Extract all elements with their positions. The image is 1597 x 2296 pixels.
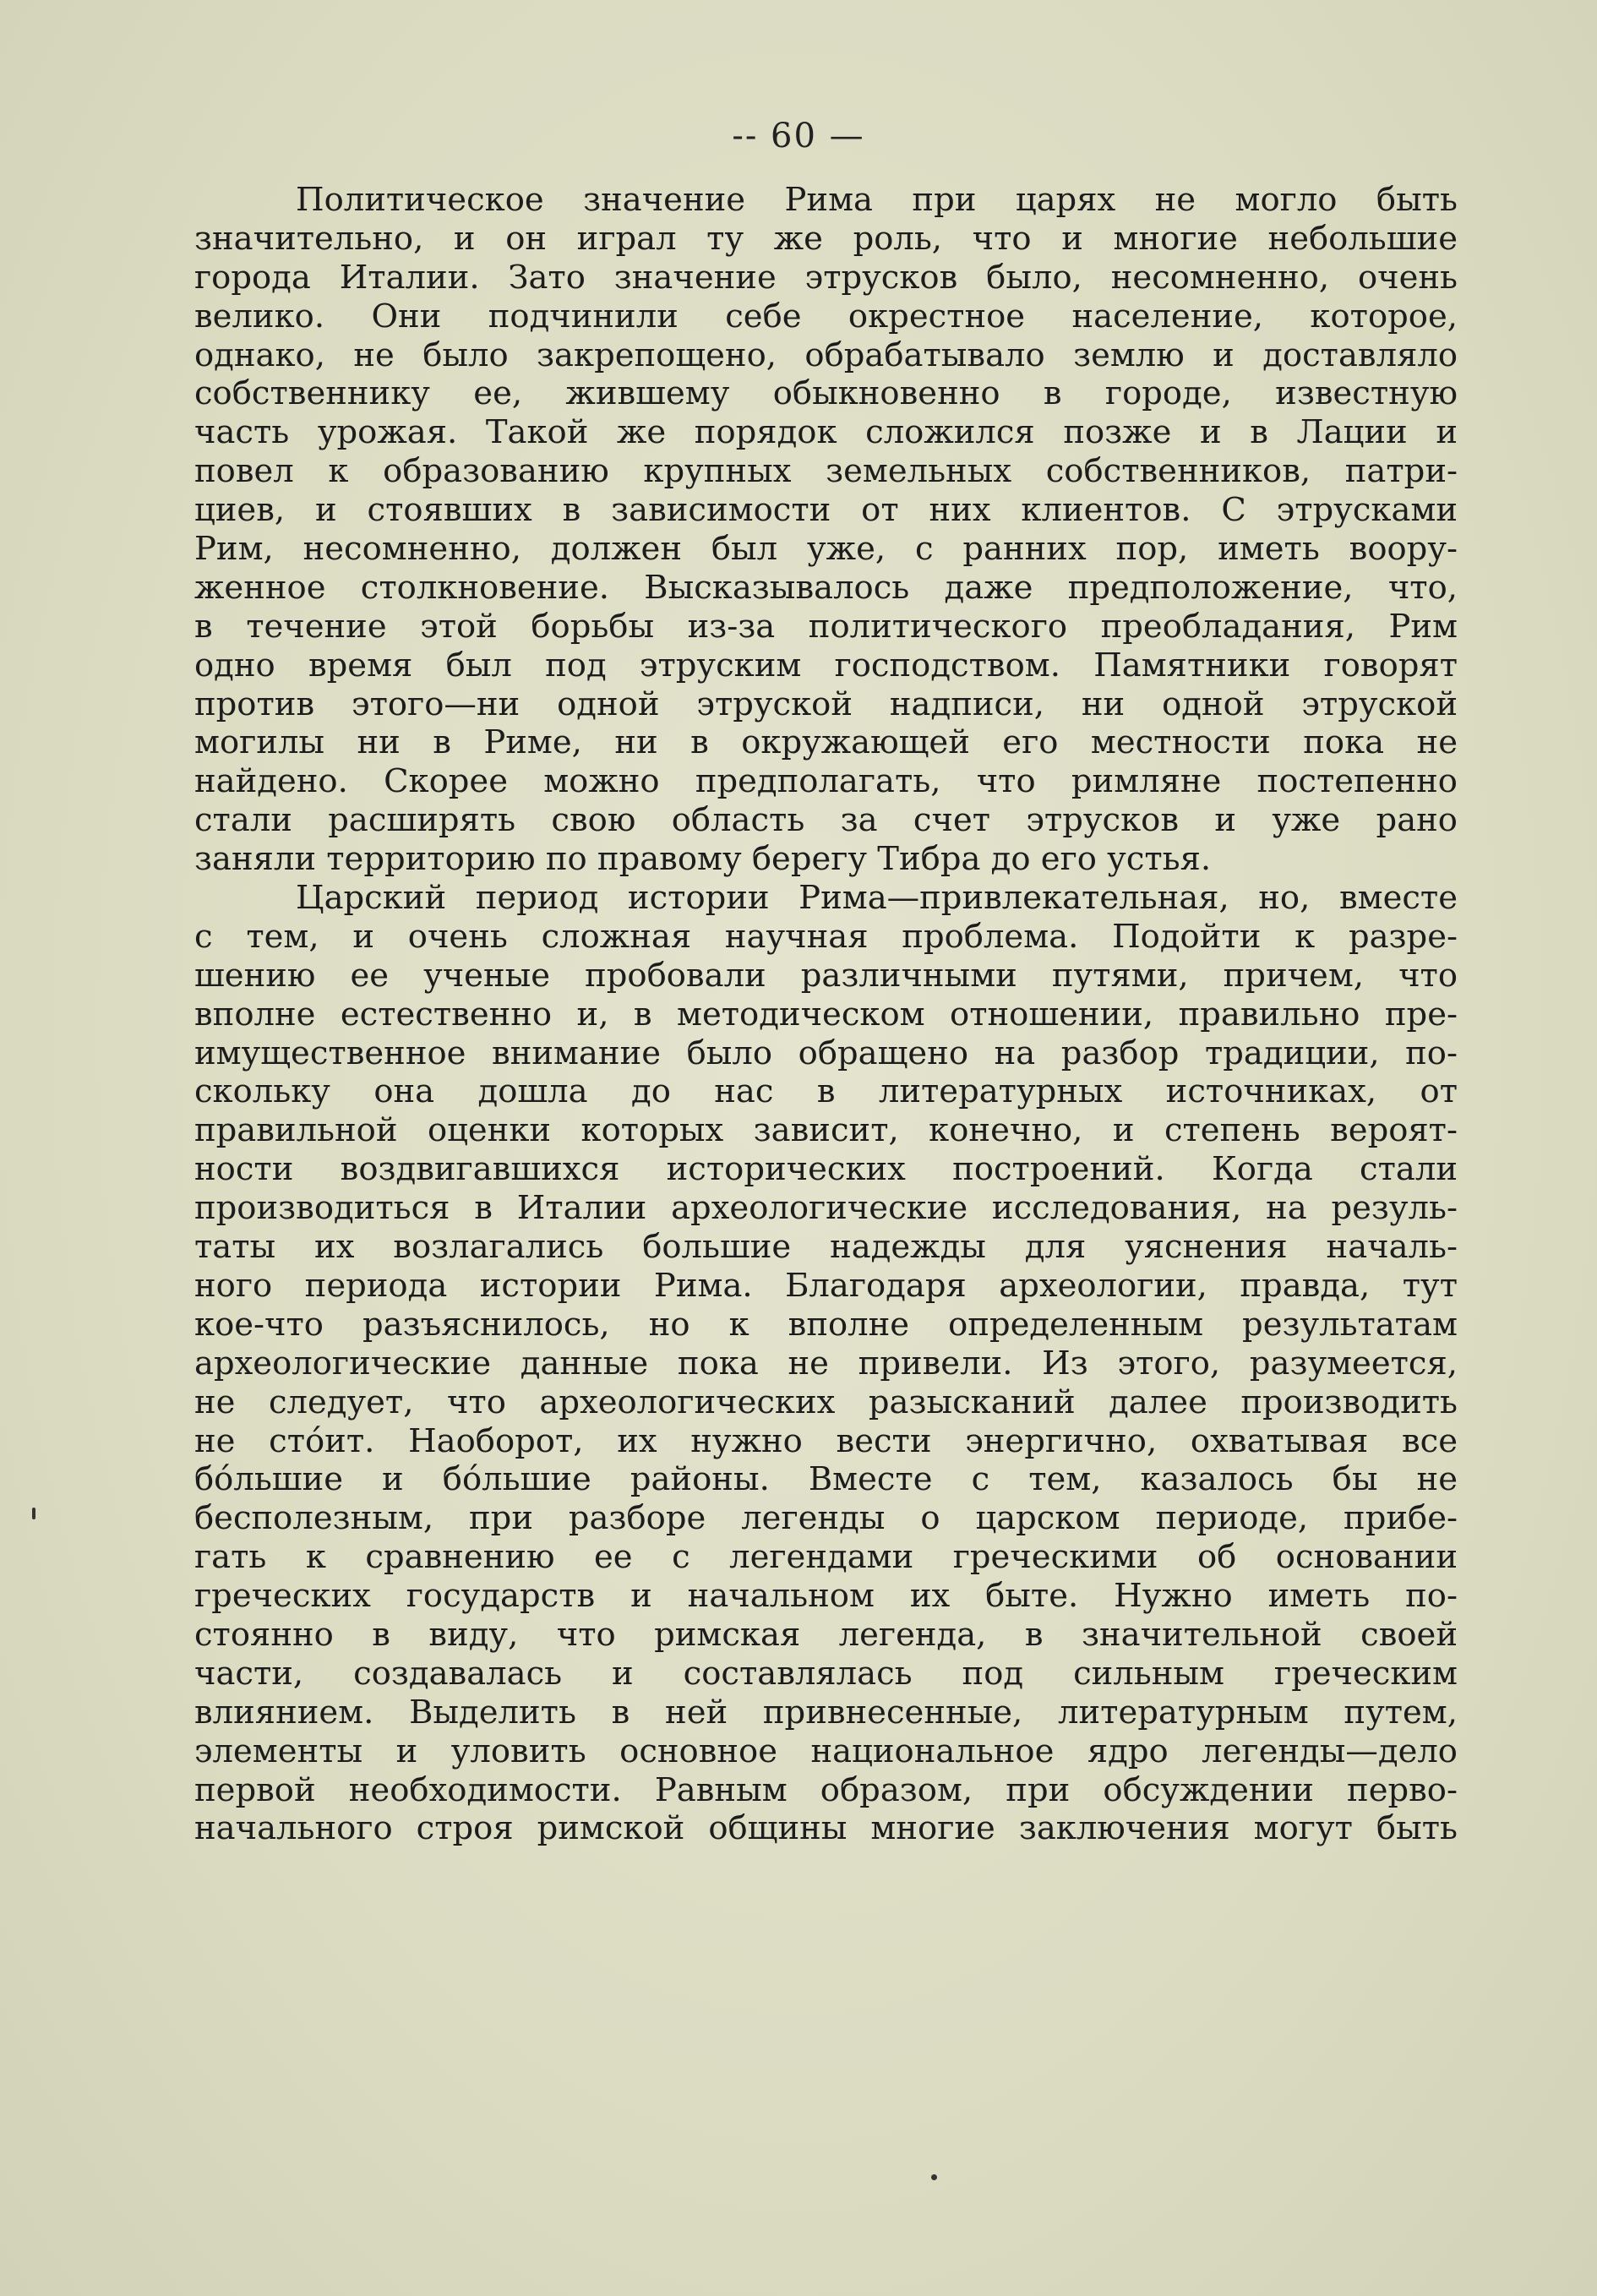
text-line: могилы ни в Риме, ни в окружающей его местности пока не — [194, 723, 1458, 762]
text-line: имущественное внимание было обращено на разбор традиции, по- — [194, 1033, 1458, 1072]
text-line: Политическое значение Рима при царях не могло быть — [296, 181, 1458, 219]
text-line: стоянно в виду, что римская легенда, в значительной своей — [194, 1615, 1458, 1654]
text-line: части, создавалась и составлялась под сильным греческим — [194, 1654, 1458, 1693]
text-line: кое-что разъяснилось, но к вполне определенным результатам — [194, 1305, 1458, 1344]
text-line: Царский период истории Рима—привлекательная, но, вместе — [296, 879, 1458, 918]
text-line: женное столкновение. Высказывалось даже предположение, что, — [194, 568, 1458, 607]
text-line: собственнику ее, жившему обыкновенно в городе, известную — [194, 374, 1458, 413]
text-line: циев, и стоявших в зависимости от них клиентов. С этрусками — [194, 491, 1458, 530]
text-line: вполне естественно и, в методическом отношении, правильно пре- — [194, 995, 1458, 1033]
text-line: бóльшие и бóльшие районы. Вместе с тем, казалось бы не — [194, 1460, 1458, 1499]
text-line: ности воздвигавшихся исторических построений. Когда стали — [194, 1150, 1458, 1189]
text-line: элементы и уловить основное национальное ядро легенды—дело — [194, 1732, 1458, 1770]
text-line: против этого—ни одной этруской надписи, ни одной этруской — [194, 684, 1458, 723]
text-line: правильной оценки которых зависит, конечно, и степень вероят- — [194, 1111, 1458, 1150]
text-line: найдено. Скорее можно предполагать, что римляне постепенно — [194, 762, 1458, 801]
text-line: часть урожая. Такой же порядок сложился позже и в Лации и — [194, 413, 1458, 452]
text-line: таты их возлагались большие надежды для уяснения началь- — [194, 1228, 1458, 1267]
text-line: гать к сравнению ее с легендами греческими об основании — [194, 1538, 1458, 1577]
text-line: с тем, и очень сложная научная проблема. Подойти к разре- — [194, 917, 1458, 956]
text-line: греческих государств и начальном их быте. Нужно иметь по- — [194, 1577, 1458, 1616]
text-line: скольку она дошла до нас в литературных источниках, от — [194, 1072, 1458, 1111]
print-speck — [32, 1508, 35, 1519]
print-speck — [931, 2174, 937, 2180]
page-number: -- 60 — — [732, 117, 865, 155]
text-line: значительно, и он играл ту же роль, что и многие небольшие — [194, 219, 1458, 258]
text-line: археологические данные пока не привели. Из этого, разумеется, — [194, 1344, 1458, 1383]
text-line: не стóит. Наоборот, их нужно вести энергично, охватывая все — [194, 1421, 1458, 1460]
text-line: бесполезным, при разборе легенды о царском периоде, прибе- — [194, 1499, 1458, 1538]
text-line: в течение этой борьбы из-за политического преобладания, Рим — [194, 607, 1458, 646]
body-text — [194, 181, 1458, 1848]
text-line: начального строя римской общины многие заключения могут быть — [194, 1809, 1458, 1848]
text-line: производиться в Италии археологические исследования, на резуль- — [194, 1189, 1458, 1228]
text-line: одно время был под этруским господством. Памятники говорят — [194, 646, 1458, 684]
text-line: стали расширять свою область за счет этрусков и уже рано — [194, 801, 1458, 840]
text-line: Рим, несомненно, должен был уже, с ранних пор, иметь воору- — [194, 530, 1458, 569]
text-line: однако, не было закрепощено, обрабатывало землю и доставляло — [194, 335, 1458, 374]
text-line: влиянием. Выделить в ней привнесенные, литературным путем, — [194, 1693, 1458, 1732]
text-line: шению ее ученые пробовали различными путями, причем, что — [194, 956, 1458, 995]
text-line: велико. Они подчинили себе окрестное население, которое, — [194, 297, 1458, 335]
text-line: города Италии. Зато значение этрусков было, несомненно, очень — [194, 258, 1458, 297]
text-line: не следует, что археологических разысканий далее производить — [194, 1383, 1458, 1421]
text-line: первой необходимости. Равным образом, при обсуждении перво- — [194, 1770, 1458, 1809]
text-line: заняли территорию по правому берегу Тибра до его устья. — [194, 840, 1212, 879]
text-line: ного периода истории Рима. Благодаря археологии, правда, тут — [194, 1266, 1458, 1305]
text-line: повел к образованию крупных земельных собственников, патри- — [194, 452, 1458, 491]
